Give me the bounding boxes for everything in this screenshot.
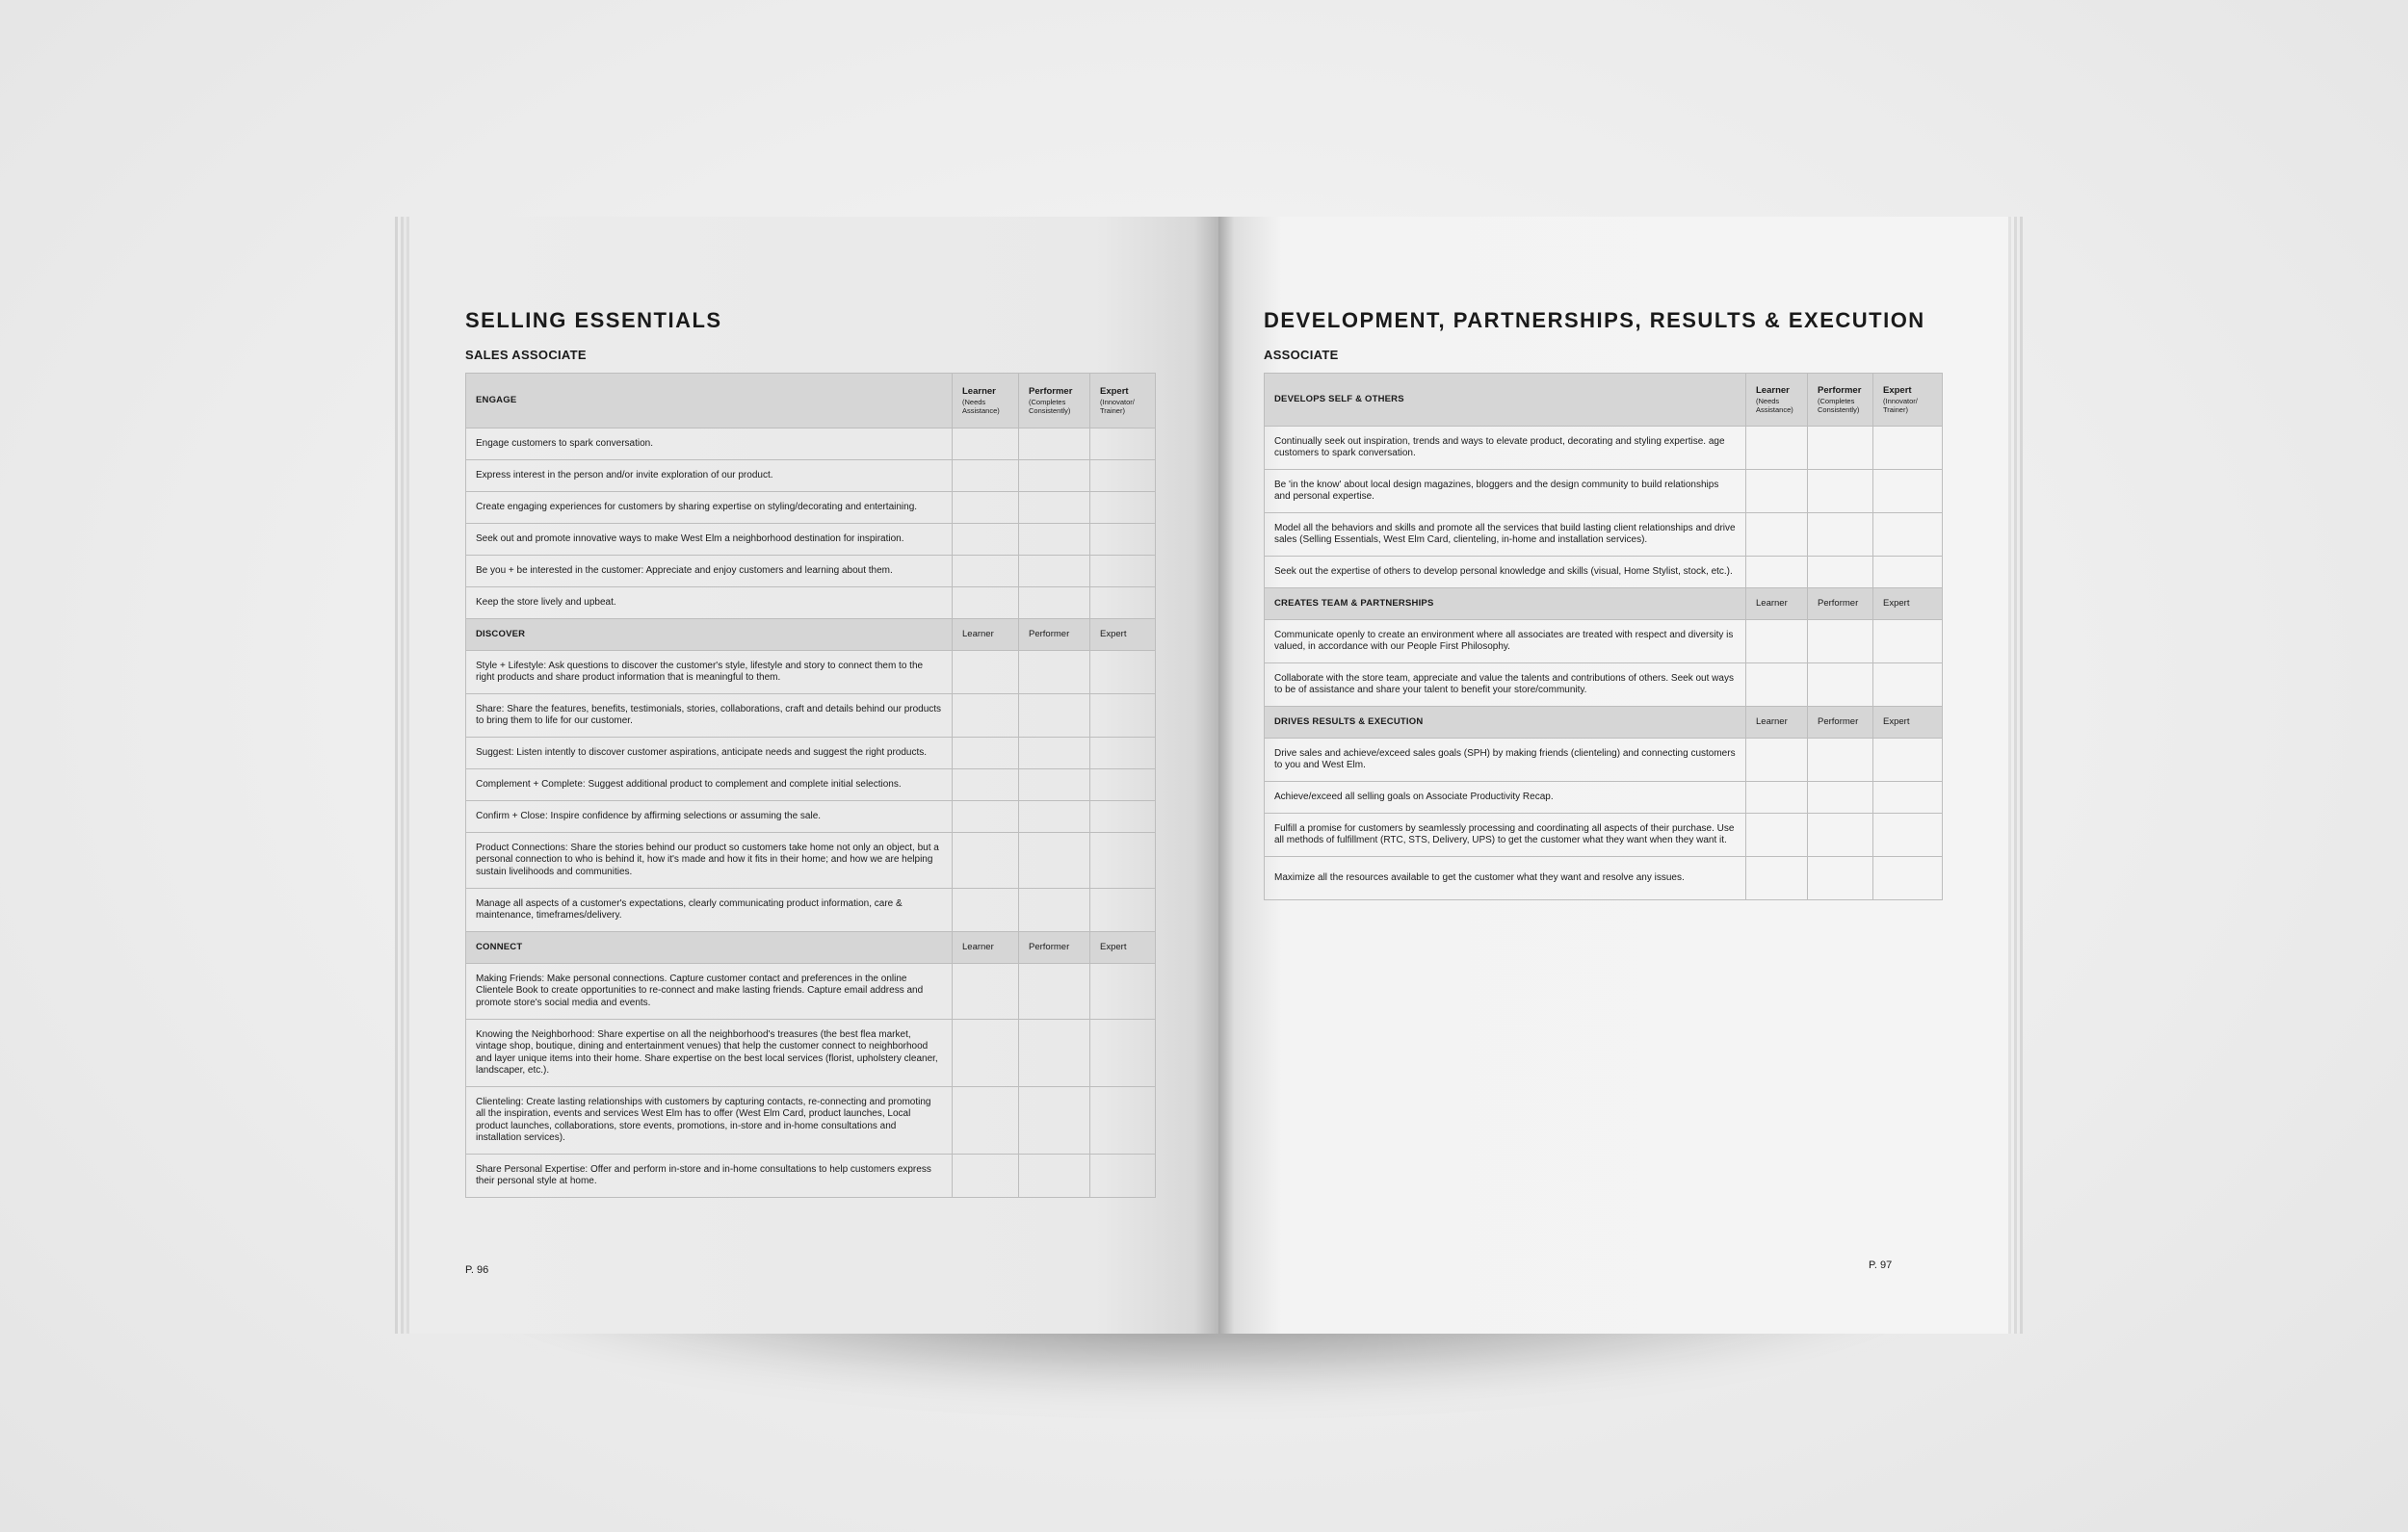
column-label: Learner: [953, 932, 1019, 964]
competency-text: Suggest: Listen intently to discover customer aspirations, anticipate needs and suggest the right products.: [466, 738, 953, 769]
rating-cell[interactable]: [953, 1087, 1019, 1155]
table-row: [466, 738, 1156, 769]
competency-table: [465, 373, 1156, 1198]
rating-cell[interactable]: [953, 738, 1019, 769]
column-header: [1873, 374, 1943, 427]
rating-cell[interactable]: [1090, 889, 1156, 932]
column-label: Performer: [1808, 588, 1873, 620]
competency-text: Collaborate with the store team, appreciate and value the talents and contributions of others. Seek out ways to be of assistance and share your talent to benefit your store/community.: [1265, 663, 1746, 707]
column-header: [1746, 374, 1808, 427]
competency-text: Complement + Complete: Suggest additional product to complement and complete initial selections.: [466, 769, 953, 801]
rating-cell[interactable]: [1746, 427, 1808, 470]
rating-cell[interactable]: [1873, 782, 1943, 814]
rating-cell[interactable]: [953, 651, 1019, 694]
rating-cell[interactable]: [1019, 428, 1090, 460]
section-title: ENGAGE: [466, 374, 953, 428]
column-label: Performer: [1019, 932, 1090, 964]
rating-cell[interactable]: [1808, 663, 1873, 707]
table-row: [466, 524, 1156, 556]
rating-cell[interactable]: [1808, 470, 1873, 513]
rating-cell[interactable]: [1090, 587, 1156, 619]
rating-cell[interactable]: [1090, 460, 1156, 492]
table-row: [466, 556, 1156, 587]
competency-text: Be 'in the know' about local design magazines, bloggers and the design community to build relationships and personal expertise.: [1265, 470, 1746, 513]
rating-cell[interactable]: [1808, 782, 1873, 814]
rating-cell[interactable]: [1873, 620, 1943, 663]
column-header-title: Expert: [1100, 385, 1129, 397]
table-row: [466, 651, 1156, 694]
competency-text: Communicate openly to create an environment where all associates are treated with respect and diversity is valued, in accordance with our People First Philosophy.: [1265, 620, 1746, 663]
rating-cell[interactable]: [1808, 620, 1873, 663]
page-title: SELLING ESSENTIALS: [465, 308, 722, 332]
column-label: Performer: [1019, 619, 1090, 651]
rating-cell[interactable]: [953, 524, 1019, 556]
rating-cell[interactable]: [953, 964, 1019, 1020]
rating-cell[interactable]: [1090, 1155, 1156, 1198]
rating-cell[interactable]: [953, 1155, 1019, 1198]
rating-cell[interactable]: [1746, 739, 1808, 782]
rating-cell[interactable]: [1808, 739, 1873, 782]
column-label: Expert: [1873, 588, 1943, 620]
table-row: [1265, 620, 1943, 663]
rating-cell[interactable]: [1746, 470, 1808, 513]
competency-table: [1264, 373, 1943, 900]
competency-text: Seek out the expertise of others to develop personal knowledge and skills (visual, Home Stylist, stock, etc.).: [1265, 557, 1746, 588]
column-label: Learner: [1746, 588, 1808, 620]
rating-cell[interactable]: [1808, 427, 1873, 470]
table-row: [466, 694, 1156, 738]
column-header: [1090, 374, 1156, 428]
column-label: Expert: [1090, 619, 1156, 651]
rating-cell[interactable]: [1019, 492, 1090, 524]
rating-cell[interactable]: [1019, 556, 1090, 587]
table-row: [1265, 557, 1943, 588]
section-header-row: [1265, 707, 1943, 739]
column-label: Performer: [1808, 707, 1873, 739]
table-row: [466, 428, 1156, 460]
rating-cell[interactable]: [953, 556, 1019, 587]
section-title: CREATES TEAM & PARTNERSHIPS: [1265, 588, 1746, 620]
section-header-row: [466, 932, 1156, 964]
table-row: [466, 587, 1156, 619]
column-header-title: Learner: [962, 385, 996, 397]
rating-cell[interactable]: [953, 833, 1019, 889]
rating-cell[interactable]: [1746, 557, 1808, 588]
table-row: [1265, 782, 1943, 814]
rating-cell[interactable]: [1873, 513, 1943, 557]
section-title: CONNECT: [466, 932, 953, 964]
rating-cell[interactable]: [1019, 1087, 1090, 1155]
table-row: [466, 964, 1156, 1020]
table-row: [466, 1155, 1156, 1198]
rating-cell[interactable]: [1090, 833, 1156, 889]
competency-text: Clienteling: Create lasting relationships with customers by capturing contacts, re-connecting and promoting all the inspiration, events and services West Elm has to offer (West Elm Card, product launches, Local product launches, collaborations, store events, promotions, in-store and in-home consultations and installation services).: [466, 1087, 953, 1155]
competency-text: Create engaging experiences for customers by sharing expertise on styling/decorating and entertaining.: [466, 492, 953, 524]
page-title: DEVELOPMENT, PARTNERSHIPS, RESULTS & EXECUTION: [1264, 308, 1925, 332]
competency-text: Manage all aspects of a customer's expectations, clearly communicating product information, care & maintenance, timeframes/delivery.: [466, 889, 953, 932]
competency-text: Engage customers to spark conversation.: [466, 428, 953, 460]
rating-cell[interactable]: [1019, 460, 1090, 492]
left-table-body: [466, 374, 1156, 1198]
table-row: [466, 833, 1156, 889]
rating-cell[interactable]: [953, 1020, 1019, 1087]
rating-cell[interactable]: [1808, 513, 1873, 557]
column-header: [1019, 374, 1090, 428]
rating-cell[interactable]: [1019, 769, 1090, 801]
rating-cell[interactable]: [1090, 1020, 1156, 1087]
section-title: DRIVES RESULTS & EXECUTION: [1265, 707, 1746, 739]
rating-cell[interactable]: [1746, 814, 1808, 857]
page-number: P. 97: [1869, 1259, 1893, 1271]
competency-text: Confirm + Close: Inspire confidence by affirming selections or assuming the sale.: [466, 801, 953, 833]
section-header-row: [466, 374, 1156, 428]
rating-cell[interactable]: [1090, 428, 1156, 460]
rating-cell[interactable]: [953, 587, 1019, 619]
rating-cell[interactable]: [1019, 738, 1090, 769]
rating-cell[interactable]: [1746, 663, 1808, 707]
rating-cell[interactable]: [1873, 557, 1943, 588]
column-header-title: Expert: [1883, 384, 1912, 396]
competency-text: Fulfill a promise for customers by seamlessly processing and coordinating all aspects of their purchase. Use all methods of fulfillment (RTC, STS, Delivery, UPS) to get the customer what they want when they want it.: [1265, 814, 1746, 857]
rating-cell[interactable]: [1090, 556, 1156, 587]
section-title: DEVELOPS SELF & OTHERS: [1265, 374, 1746, 427]
rating-cell[interactable]: [1873, 427, 1943, 470]
table-row: [1265, 739, 1943, 782]
rating-cell[interactable]: [1808, 857, 1873, 900]
rating-cell[interactable]: [953, 801, 1019, 833]
rating-cell[interactable]: [1019, 833, 1090, 889]
competency-text: Making Friends: Make personal connections. Capture customer contact and preferences in the online Clientele Book to create opportunities to re-connect and make lasting friends. Capture email address and promote store's social media and events.: [466, 964, 953, 1020]
table-row: [466, 460, 1156, 492]
competency-text: Seek out and promote innovative ways to make West Elm a neighborhood destination for inspiration.: [466, 524, 953, 556]
rating-cell[interactable]: [1090, 964, 1156, 1020]
rating-cell[interactable]: [1019, 524, 1090, 556]
rating-cell[interactable]: [1746, 857, 1808, 900]
rating-cell[interactable]: [1873, 739, 1943, 782]
column-label: Expert: [1090, 932, 1156, 964]
rating-cell[interactable]: [953, 460, 1019, 492]
table-row: [466, 1020, 1156, 1087]
table-row: [466, 889, 1156, 932]
page-number: P. 96: [465, 1264, 489, 1276]
table-row: [1265, 513, 1943, 557]
rating-cell[interactable]: [1019, 964, 1090, 1020]
rating-cell[interactable]: [1808, 557, 1873, 588]
rating-cell[interactable]: [1090, 651, 1156, 694]
column-header-note: (Completes Consistently): [1818, 397, 1860, 415]
rating-cell[interactable]: [1019, 651, 1090, 694]
column-header-note: (Completes Consistently): [1029, 398, 1071, 416]
rating-cell[interactable]: [1019, 801, 1090, 833]
column-label: Learner: [1746, 707, 1808, 739]
rating-cell[interactable]: [1808, 814, 1873, 857]
rating-cell[interactable]: [1746, 782, 1808, 814]
competency-text: Share: Share the features, benefits, testimonials, stories, collaborations, craft and details behind our products to bring them to life for our customer.: [466, 694, 953, 738]
rating-cell[interactable]: [1873, 857, 1943, 900]
rating-cell[interactable]: [1090, 524, 1156, 556]
page-subtitle: ASSOCIATE: [1264, 348, 1339, 362]
right-table-body: [1265, 374, 1943, 900]
rating-cell[interactable]: [953, 492, 1019, 524]
section-header-row: [1265, 588, 1943, 620]
competency-text: Be you + be interested in the customer: Appreciate and enjoy customers and learning about them.: [466, 556, 953, 587]
page-subtitle: SALES ASSOCIATE: [465, 348, 587, 362]
column-header-note: (Needs Assistance): [962, 398, 1000, 416]
rating-cell[interactable]: [1019, 889, 1090, 932]
column-header: [953, 374, 1019, 428]
rating-cell[interactable]: [1873, 663, 1943, 707]
rating-cell[interactable]: [1090, 769, 1156, 801]
column-header-note: (Innovator/ Trainer): [1883, 397, 1918, 415]
table-row: [1265, 427, 1943, 470]
column-header-title: Performer: [1818, 384, 1862, 396]
column-header: [1808, 374, 1873, 427]
section-title: DISCOVER: [466, 619, 953, 651]
section-header-row: [466, 619, 1156, 651]
rating-cell[interactable]: [1873, 814, 1943, 857]
rating-cell[interactable]: [1019, 694, 1090, 738]
column-label: Learner: [953, 619, 1019, 651]
competency-text: Knowing the Neighborhood: Share expertise on all the neighborhood's treasures (the best flea market, vintage shop, boutique, dining and entertainment venues) that help the customer connect to neighborhood and layer unique items into their home. Share expertise on the best local services (florist, upholstery cleaner, landscaper, etc.).: [466, 1020, 953, 1087]
rating-cell[interactable]: [1746, 513, 1808, 557]
column-header-note: (Innovator/ Trainer): [1100, 398, 1135, 416]
rating-cell[interactable]: [1090, 738, 1156, 769]
competency-text: Keep the store lively and upbeat.: [466, 587, 953, 619]
table-row: [466, 801, 1156, 833]
rating-cell[interactable]: [953, 694, 1019, 738]
competency-text: Model all the behaviors and skills and promote all the services that build lasting client relationships and drive sales (Selling Essentials, West Elm Card, clienteling, in-home and installation services).: [1265, 513, 1746, 557]
rating-cell[interactable]: [1090, 1087, 1156, 1155]
rating-cell[interactable]: [953, 769, 1019, 801]
competency-text: Drive sales and achieve/exceed sales goals (SPH) by making friends (clienteling) and connecting customers to you and West Elm.: [1265, 739, 1746, 782]
rating-cell[interactable]: [1746, 620, 1808, 663]
rating-cell[interactable]: [1019, 1020, 1090, 1087]
column-header-title: Learner: [1756, 384, 1790, 396]
competency-text: Product Connections: Share the stories behind our product so customers take home not only an object, but a personal connection to who is behind it, how it's made and how it fits in their home; and how we are helping sustain livelihoods and communities.: [466, 833, 953, 889]
rating-cell[interactable]: [1090, 801, 1156, 833]
competency-text: Express interest in the person and/or invite exploration of our product.: [466, 460, 953, 492]
left-page: [409, 217, 1218, 1334]
rating-cell[interactable]: [1019, 587, 1090, 619]
section-header-row: [1265, 374, 1943, 427]
rating-cell[interactable]: [1019, 1155, 1090, 1198]
table-row: [1265, 663, 1943, 707]
table-row: [1265, 857, 1943, 900]
table-row: [1265, 814, 1943, 857]
right-page: [1218, 217, 2008, 1334]
competency-text: Achieve/exceed all selling goals on Associate Productivity Recap.: [1265, 782, 1746, 814]
column-header-title: Performer: [1029, 385, 1073, 397]
rating-cell[interactable]: [1873, 470, 1943, 513]
rating-cell[interactable]: [953, 889, 1019, 932]
competency-text: Share Personal Expertise: Offer and perform in-store and in-home consultations to help customers express their personal style at home.: [466, 1155, 953, 1198]
competency-text: Maximize all the resources available to get the customer what they want and resolve any issues.: [1265, 857, 1746, 900]
competency-text: Style + Lifestyle: Ask questions to discover the customer's style, lifestyle and story to connect them to the right products and share product information that is meaningful to them.: [466, 651, 953, 694]
table-row: [466, 1087, 1156, 1155]
rating-cell[interactable]: [1090, 694, 1156, 738]
rating-cell[interactable]: [1090, 492, 1156, 524]
column-header-note: (Needs Assistance): [1756, 397, 1793, 415]
rating-cell[interactable]: [953, 428, 1019, 460]
column-label: Expert: [1873, 707, 1943, 739]
table-row: [1265, 470, 1943, 513]
table-row: [466, 769, 1156, 801]
table-row: [466, 492, 1156, 524]
competency-text: Continually seek out inspiration, trends and ways to elevate product, decorating and styling expertise. age customers to spark conversation.: [1265, 427, 1746, 470]
